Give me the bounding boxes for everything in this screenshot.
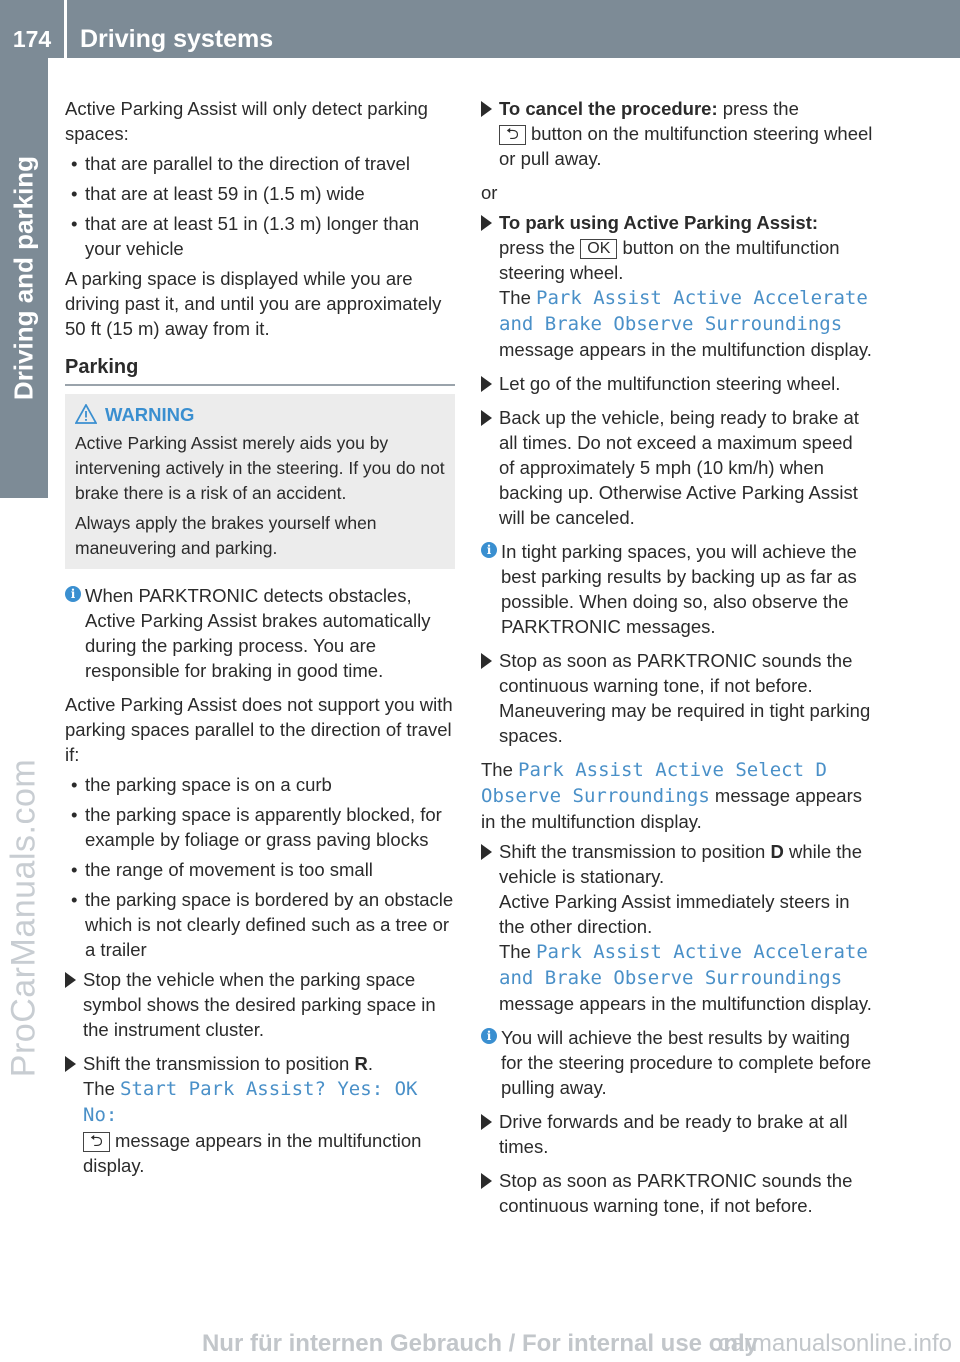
warning-text: Active Parking Assist merely aids you by intervening actively in the steering. If you do not brake there is a risk of an accident. — [75, 433, 445, 503]
or-text: or — [481, 182, 498, 203]
step-text: message appears in the multifunction display. — [83, 1130, 422, 1176]
list-item: • the range of movement is too small — [65, 857, 455, 882]
step-item — [481, 371, 873, 396]
page-number: 174 — [12, 26, 52, 52]
step-text: . — [367, 1053, 373, 1074]
info-text: You will achieve the best results by waiting for the steering procedure to complete before pulling away. — [501, 1027, 872, 1098]
warning-triangle-icon — [75, 404, 97, 424]
info-text: In tight parking spaces, you will achieve the best parking results by backing up as far as possible. When doing so, also observe the PARKTRONIC messages. — [501, 541, 857, 637]
warning-heading — [75, 402, 445, 427]
step-text: press the — [499, 237, 581, 258]
list-item: • the parking space is apparently blocked, for example by foliage or grass paving blocks — [65, 802, 455, 852]
step-text: Drive forwards and be ready to brake at all times. — [499, 1111, 848, 1157]
step-text: Back up the vehicle, being ready to brake at all times. Do not exceed a maximum speed of approximately 5 mph (10 km/h) when backing up. Otherwise Active Parking Assist will be canceled. — [499, 407, 859, 528]
step-arrow-icon — [481, 215, 492, 231]
left-column — [65, 96, 455, 1187]
step-item — [481, 839, 873, 1016]
list-item: • that are parallel to the direction of travel — [65, 151, 455, 176]
step-arrow-icon — [481, 410, 492, 426]
header-divider — [64, 0, 67, 58]
gear-position: D — [770, 841, 784, 862]
section-title: Driving systems — [80, 25, 274, 53]
step-text: message appears in the multifunction display. — [499, 339, 872, 360]
step-text: The — [83, 1078, 121, 1099]
step-heading: To park using Active Parking Assist: — [499, 212, 819, 233]
step-text: press the — [717, 98, 799, 119]
step-item — [481, 405, 873, 530]
list-item: • that are at least 51 in (1.3 m) longer than your vehicle — [65, 211, 455, 261]
step-arrow-icon — [481, 844, 492, 860]
step-text: Active Parking Assist immediately steers in the other direction. — [499, 891, 850, 937]
intro-text: Active Parking Assist will only detect parking spaces: — [65, 98, 428, 144]
list-item: • the parking space is on a curb — [65, 772, 455, 797]
warning-box — [65, 394, 455, 569]
back-button-icon: ⮌ — [499, 125, 526, 145]
side-tab-label — [0, 58, 48, 498]
step-arrow-icon — [65, 972, 76, 988]
display-message: Park Assist Active Accelerate and Brake Observe Surroundings — [499, 941, 868, 989]
side-tab-label-text: Driving and parking — [8, 155, 39, 401]
step-text: Shift the transmission to position — [83, 1053, 355, 1074]
display-message: Park Assist Active Accelerate and Brake Observe Surroundings — [499, 287, 868, 335]
back-button-icon: ⮌ — [83, 1132, 110, 1152]
list-item: • that are at least 59 in (1.5 m) wide — [65, 181, 455, 206]
step-text: message appears in the multifunction display. — [481, 785, 862, 832]
step-arrow-icon — [481, 1114, 492, 1130]
info-note — [65, 583, 455, 683]
footer-watermark: Nur für internen Gebrauch / For internal use only — [201, 1330, 759, 1357]
step-text: message appears in the multifunction display. — [499, 993, 872, 1014]
side-watermark-text: ProCarManuals.com — [4, 758, 43, 1078]
info-icon: i — [65, 586, 81, 602]
info-note — [481, 1025, 873, 1100]
warning-text: Always apply the brakes yourself when maneuvering and parking. — [75, 513, 377, 558]
step-item — [481, 648, 873, 748]
select-message-note — [481, 757, 873, 834]
step-arrow-icon — [481, 1173, 492, 1189]
info-icon: i — [481, 542, 497, 558]
footer-site: carmanualsonline.info — [718, 1330, 952, 1357]
step-text: The — [499, 941, 537, 962]
step-text: Stop the vehicle when the parking space symbol shows the desired parking space in the instrument cluster. — [83, 969, 436, 1040]
side-watermark — [0, 498, 48, 1358]
step-text: button on the multifunction steering wheel. — [499, 237, 840, 283]
step-heading: To cancel the procedure: — [499, 98, 718, 119]
step-arrow-icon — [481, 653, 492, 669]
step-text: Stop as soon as PARKTRONIC sounds the continuous warning tone, if not before. — [499, 1170, 853, 1216]
step-item — [481, 1109, 873, 1159]
step-text: button on the multifunction steering wheel or pull away. — [499, 123, 873, 169]
subheading-parking: Parking — [65, 355, 455, 386]
warning-title: WARNING — [105, 404, 195, 425]
display-message: Start Park Assist? Yes: OK No: — [83, 1078, 418, 1126]
info-icon: i — [481, 1028, 497, 1044]
gear-position: R — [354, 1053, 368, 1074]
step-text: The — [499, 287, 537, 308]
step-text: Let go of the multifunction steering wheel. — [499, 373, 841, 394]
list-item: • the parking space is bordered by an obstacle which is not clearly defined such as a tree or a trailer — [65, 887, 455, 962]
not-support-intro: Active Parking Assist does not support you with parking spaces parallel to the direction of travel if: — [65, 694, 453, 765]
step-item — [65, 1051, 455, 1178]
step-arrow-icon — [65, 1056, 76, 1072]
step-item — [481, 1168, 873, 1218]
step-arrow-icon — [481, 101, 492, 117]
step-text: Stop as soon as PARKTRONIC sounds the continuous warning tone, if not before. Maneuvering may be required in tight parking spaces. — [499, 650, 871, 746]
step-item — [481, 210, 873, 362]
info-note — [481, 539, 873, 639]
ok-button-icon: OK — [580, 239, 617, 259]
step-item — [481, 96, 873, 171]
step-item — [65, 967, 455, 1042]
display-message: Park Assist Active Select D Observe Surroundings — [481, 759, 827, 807]
display-note: A parking space is displayed while you are driving past it, and until you are approximately 50 ft (15 m) away from it. — [65, 268, 442, 339]
step-text: Shift the transmission to position — [499, 841, 771, 862]
step-arrow-icon — [481, 376, 492, 392]
step-text: while the vehicle is stationary. — [499, 841, 862, 887]
step-text: The — [481, 759, 519, 780]
right-column — [481, 96, 873, 1227]
info-text: When PARKTRONIC detects obstacles, Active Parking Assist brakes automatically during the parking process. You are responsible for braking in good time. — [85, 585, 431, 681]
